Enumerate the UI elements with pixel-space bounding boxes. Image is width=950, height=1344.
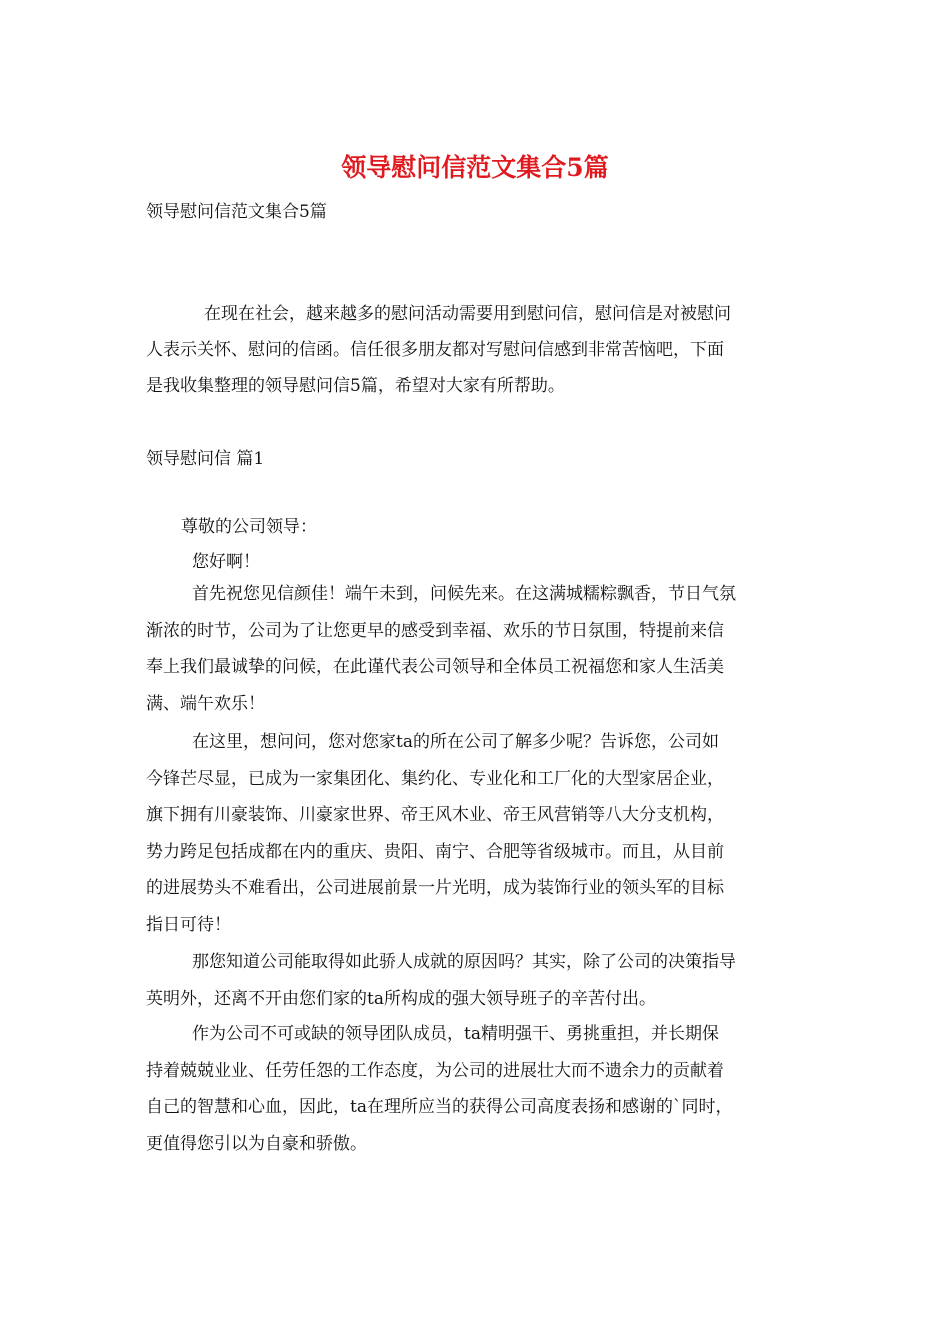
paragraph-line: 英明外，还离不开由您们家的ta所构成的强大领导班子的辛苦付出。 bbox=[146, 988, 656, 1009]
paragraph-line: 旗下拥有川豪装饰、川豪家世界、帝王风木业、帝王风营销等八大分支机构， bbox=[146, 805, 724, 826]
letter-paragraph-2 bbox=[146, 724, 816, 944]
intro-paragraph bbox=[146, 296, 816, 404]
letter-paragraph-1 bbox=[146, 576, 816, 722]
paragraph-line: 的进展势头不难看出，公司进展前景一片光明，成为装饰行业的领头军的目标 bbox=[146, 878, 724, 899]
paragraph-line: 作为公司不可或缺的领导团队成员，ta精明强干、勇挑重担，并长期保 bbox=[192, 1024, 719, 1044]
letter-hello: 您好啊！ bbox=[192, 552, 260, 572]
paragraph-line: 在这里，想问问，您对您家ta的所在公司了解多少呢？告诉您，公司如 bbox=[192, 732, 719, 752]
intro-line: 在现在社会，越来越多的慰问活动需要用到慰问信，慰问信是对被慰问 bbox=[204, 304, 731, 324]
paragraph-line: 满、端午欢乐！ bbox=[146, 693, 265, 714]
section-heading: 领导慰问信 篇1 bbox=[146, 449, 265, 469]
document-subtitle: 领导慰问信范文集合5篇 bbox=[146, 202, 327, 222]
paragraph-line: 持着兢兢业业、任劳任怨的工作态度，为公司的进展壮大而不遗余力的贡献着 bbox=[146, 1060, 724, 1081]
intro-line: 是我收集整理的领导慰问信5篇，希望对大家有所帮助。 bbox=[146, 376, 565, 396]
paragraph-line: 今锋芒尽显，已成为一家集团化、集约化、专业化和工厂化的大型家居企业， bbox=[146, 768, 724, 789]
document-title: 领导慰问信范文集合5篇 bbox=[341, 153, 609, 182]
paragraph-line: 奉上我们最诚挚的问候，在此谨代表公司领导和全体员工祝福您和家人生活美 bbox=[146, 657, 724, 678]
paragraph-line: 指日可待！ bbox=[146, 914, 231, 935]
paragraph-line: 自己的智慧和心血，因此，ta在理所应当的获得公司高度表扬和感谢的`同时， bbox=[146, 1097, 733, 1118]
paragraph-line: 那您知道公司能取得如此骄人成就的原因吗？其实，除了公司的决策指导 bbox=[192, 952, 736, 972]
letter-greeting: 尊敬的公司领导： bbox=[181, 517, 317, 537]
paragraph-line: 首先祝您见信颜佳！端午未到，问候先来。在这满城糯粽飘香，节日气氛 bbox=[192, 584, 736, 604]
letter-paragraph-4 bbox=[146, 1016, 816, 1162]
letter-paragraph-3 bbox=[146, 944, 816, 1017]
intro-line: 人表示关怀、慰问的信函。信任很多朋友都对写慰问信感到非常苦恼吧，下面 bbox=[146, 340, 724, 360]
paragraph-line: 渐浓的时节，公司为了让您更早的感受到幸福、欢乐的节日氛围，特提前来信 bbox=[146, 620, 724, 641]
paragraph-line: 势力跨足包括成都在内的重庆、贵阳、南宁、合肥等省级城市。而且，从目前 bbox=[146, 841, 724, 862]
paragraph-line: 更值得您引以为自豪和骄傲。 bbox=[146, 1133, 367, 1154]
